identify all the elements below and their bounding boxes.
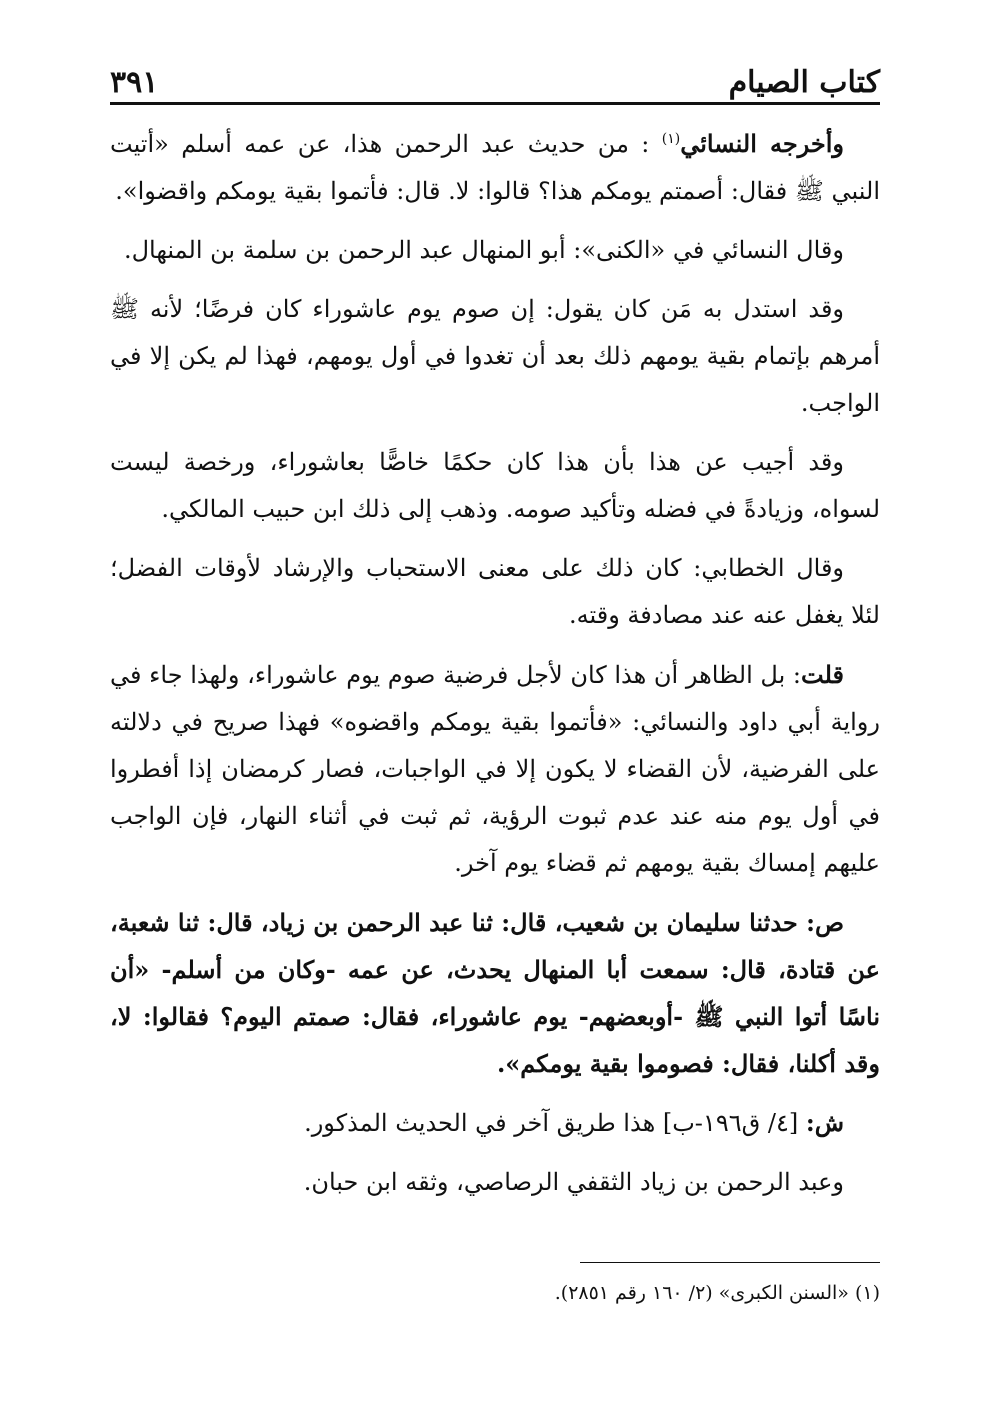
footnote-rule xyxy=(580,1262,880,1263)
paragraph-lead: ش: xyxy=(805,1108,844,1137)
paragraph xyxy=(110,651,880,887)
header-rule xyxy=(110,102,880,105)
main-text xyxy=(110,120,880,1218)
paragraph: وقد استدل به مَن كان يقول: إن صوم يوم عاشوراء كان فرضًا؛ لأنه ﷺ أمرهم بإتمام بقية يومهم ذلك بعد أن تغدوا في أول يومهم، فهذا لم يكن إلا في الواجب. xyxy=(110,295,880,417)
hadith-paragraph: ص: حدثنا سليمان بن شعيب، قال: ثنا عبد الرحمن بن زياد، قال: ثنا شعبة، عن قتادة، قال: سمعت أبا المنهال يحدث، عن عمه -وكان من أسلم- «أن ناسًا أتوا النبي ﷺ -أوبعضهم- يوم عاشوراء، فقال: صمتم اليوم؟ فقالوا: لا، وقد أكلنا، فقال: فصوموا بقية يومكم». xyxy=(110,908,880,1078)
paragraph-text: [٤/ ق١٩٦-ب] هذا طريق آخر في الحديث المذكور. xyxy=(304,1109,799,1137)
paragraph-text: : بل الظاهر أن هذا كان لأجل فرضية صوم يوم عاشوراء، ولهذا جاء في رواية أبي داود والنسائي: «فأتموا بقية يومكم واقضوه» فهذا صريح في دلالته على الفرضية، لأن القضاء لا يكون إلا في الواجبات، فصار كرمضان إذا أفطروا في أول يوم منه عند عدم ثبوت الرؤية، ثم ثبت في أثناء النهار، فإن الواجب عليهم إمساك بقية يومهم ثم قضاء يوم آخر. xyxy=(110,661,880,877)
paragraph: وقد أجيب عن هذا بأن هذا كان حكمًا خاصًّا بعاشوراء، ورخصة ليست لسواه، وزيادةً في فضله وتأكيد صومه. وذهب إلى ذلك ابن حبيب المالكي. xyxy=(110,448,880,523)
paragraph xyxy=(110,1099,880,1147)
paragraph-lead: وأخرجه النسائي xyxy=(680,129,844,158)
book-title: كتاب الصيام xyxy=(728,65,880,100)
footnote: (١) «السنن الكبرى» (٢/ ١٦٠ رقم ٢٨٥١). xyxy=(554,1282,880,1304)
page-header xyxy=(110,56,880,100)
paragraph xyxy=(110,120,880,215)
paragraph: وقال الخطابي: كان ذلك على معنى الاستحباب والإرشاد لأوقات الفضل؛ لئلا يغفل عنه عند مصادفة وقته. xyxy=(110,554,880,629)
paragraph-lead: قلت xyxy=(801,660,844,689)
paragraph: وقال النسائي في «الكنى»: أبو المنهال عبد الرحمن بن سلمة بن المنهال. xyxy=(123,236,844,264)
paragraph: وعبد الرحمن بن زياد الثقفي الرصاصي، وثقه ابن حبان. xyxy=(303,1168,844,1196)
paragraph-text: : من حديث عبد الرحمن هذا، عن عمه أسلم «أتيت النبي ﷺ فقال: أصمتم يومكم هذا؟ قالوا: لا. قال: فأتموا بقية يومكم واقضوا». xyxy=(110,130,880,205)
footnote-marker[interactable]: (١) xyxy=(661,131,681,147)
page-number: ٣٩١ xyxy=(110,65,159,100)
